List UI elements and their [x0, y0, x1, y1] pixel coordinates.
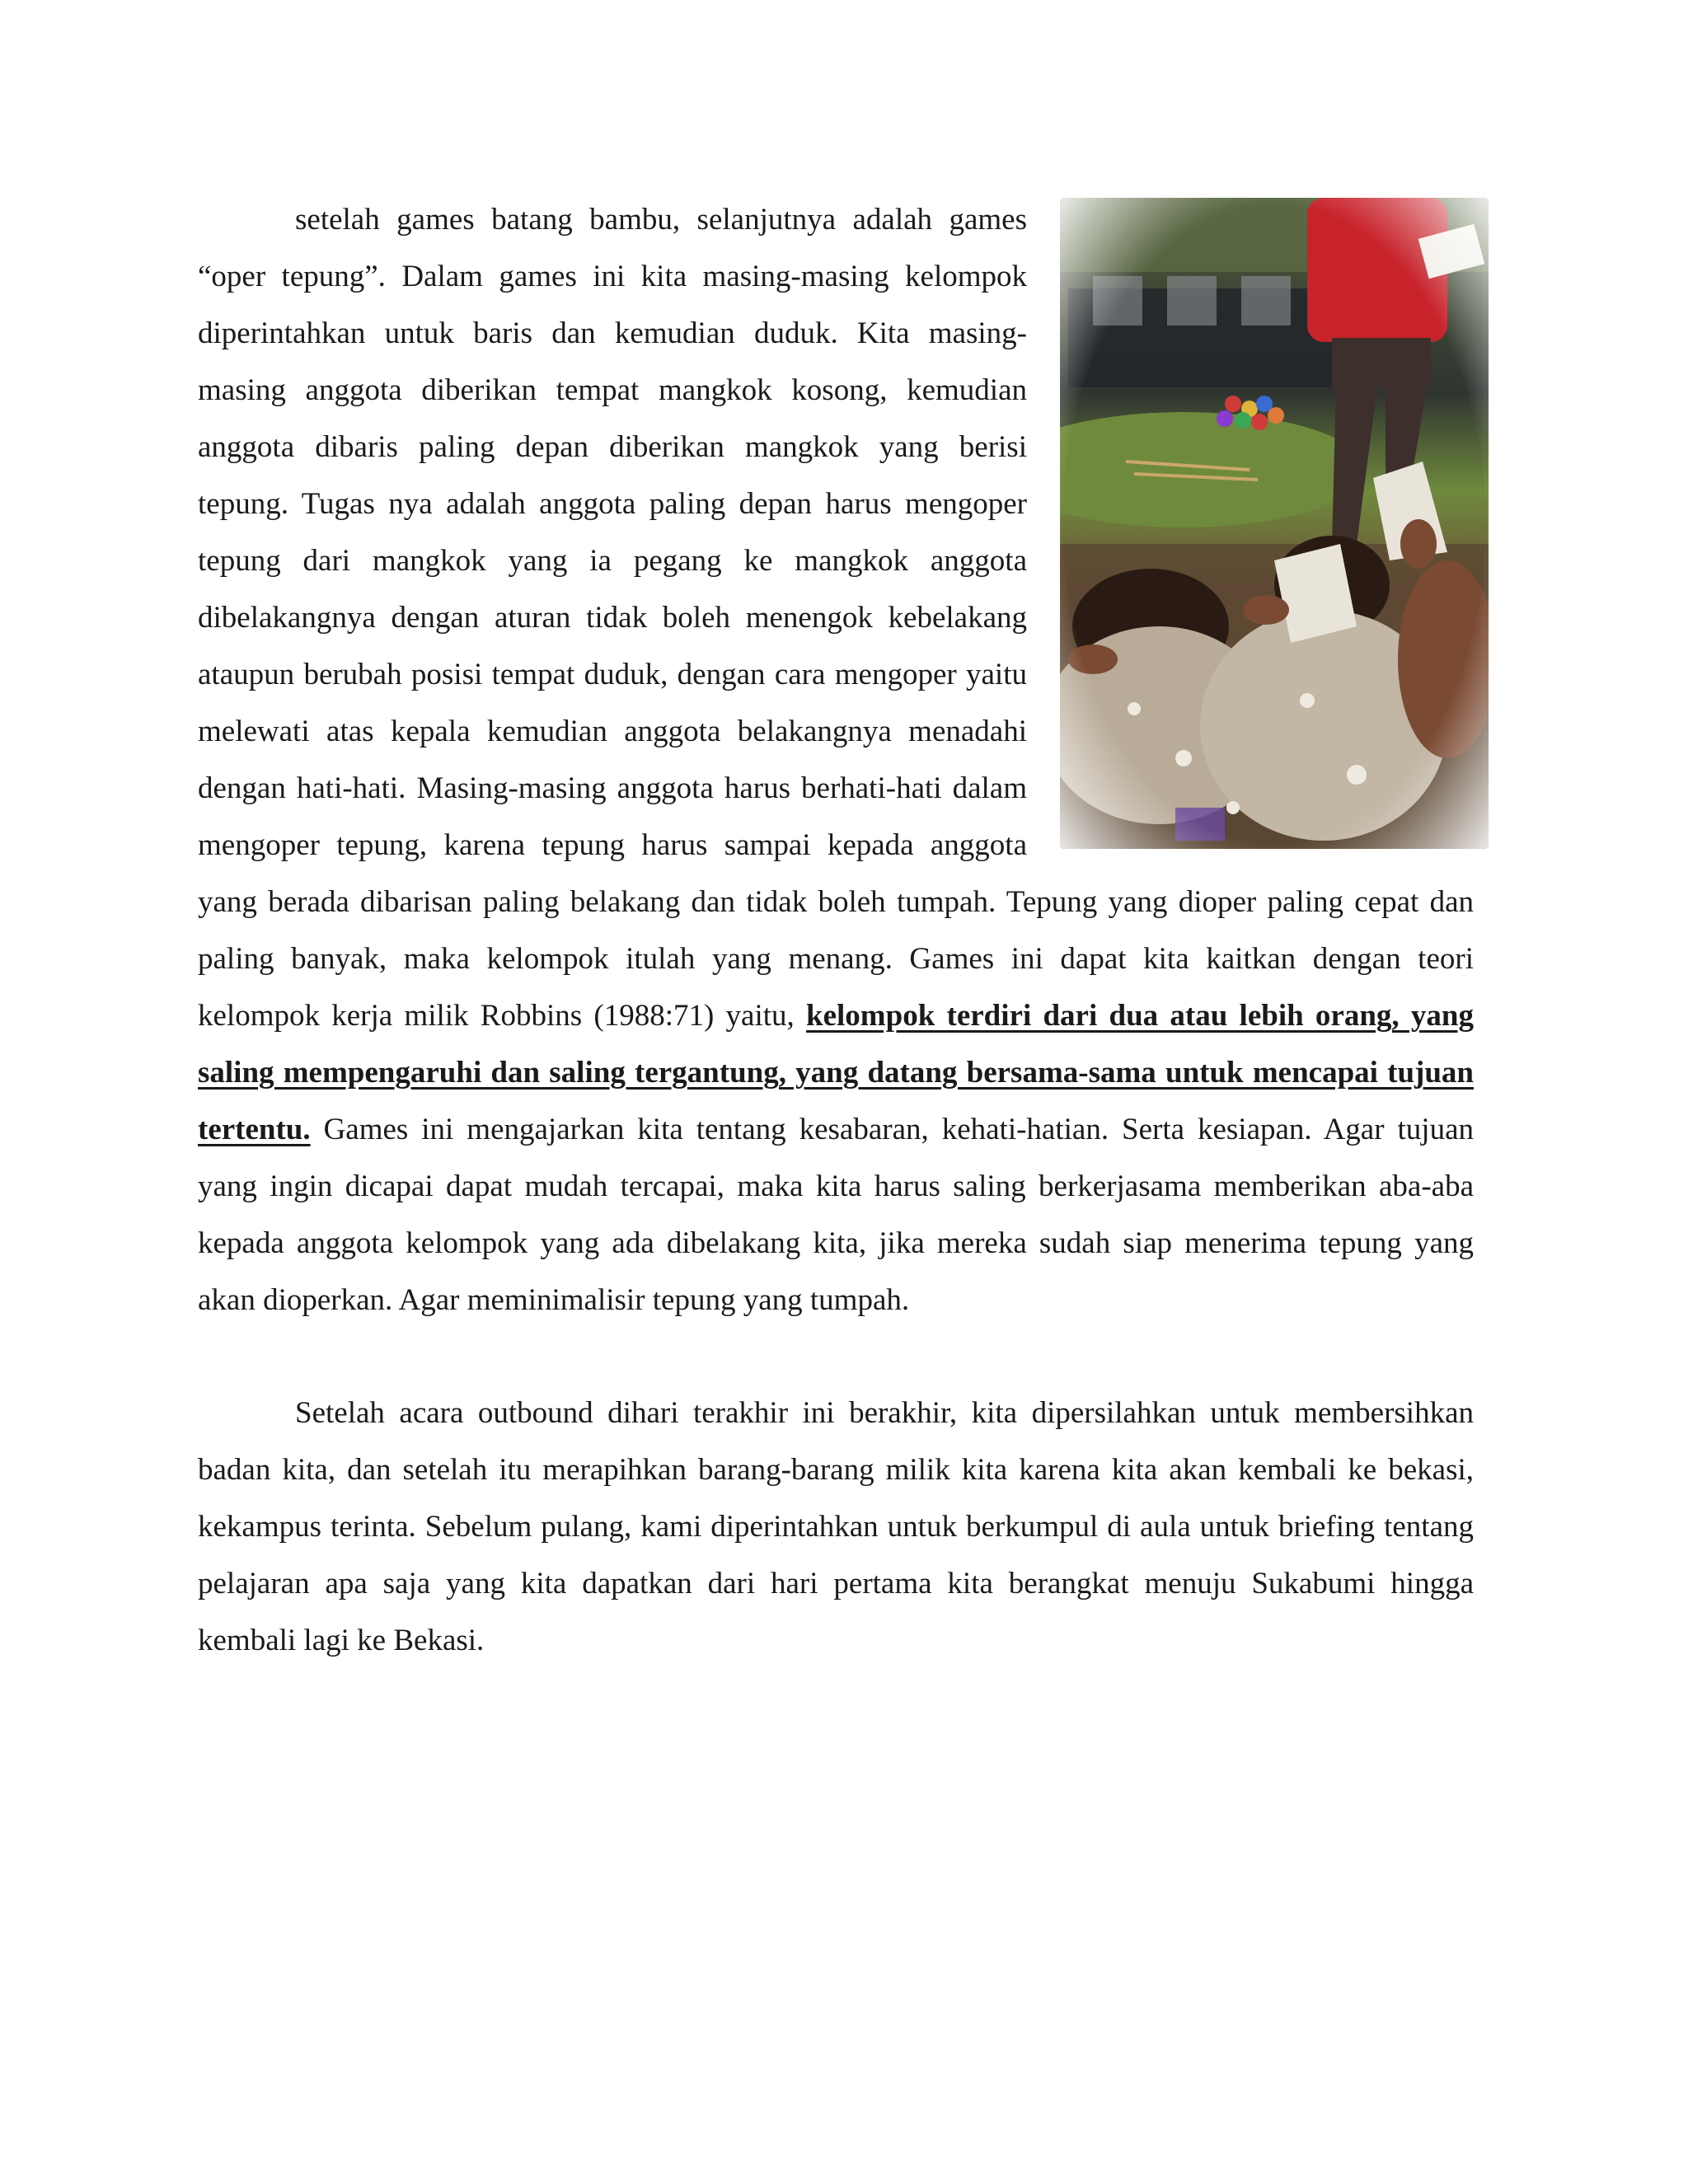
- paragraph1-text-a: setelah games batang bambu, selanjutnya adalah games “oper tepung”. Dalam games ini kita masing-masing kelompok diperintahkan untuk baris dan kemudian duduk. Kita masing-masing anggota diberikan tempat mangkok kosong, kemudian anggota dibaris paling depan diberikan mangkok yang berisi tepung. Tugas nya adalah anggota paling depan harus mengoper tepung dari mangkok yang ia pegang ke mangkok anggota dibelakangnya dengan aturan tidak boleh menengok kebelakang ataupun berubah posisi tempat duduk, dengan cara mengoper yaitu melewati atas kepala kemudian anggota belakangnya menadahi dengan hati-hati. Masing-masing anggota harus berhati-hati dalam mengoper tepung, karena tepung harus sampai kepada anggota yang berada dibarisan paling belakang dan tidak boleh tumpah. Tepung yang dioper paling cepat dan paling banyak, maka kelompok itulah yang menang. Games ini dapat kita kaitkan dengan teori kelompok kerja milik Robbins (1988:71) yaitu,: [198, 203, 1474, 1033]
- paragraph-closing: Setelah acara outbound dihari terakhir ini berakhir, kita dipersilahkan untuk membersihkan badan kita, dan setelah itu merapihkan barang-barang milik kita karena kita akan kembali ke bekasi, kekampus terinta. Sebelum pulang, kami diperintahkan untuk berkumpul di aula untuk briefing tentang pelajaran apa saja yang kita dapatkan dari hari pertama kita berangkat menuju Sukabumi hingga kembali lagi ke Bekasi.: [198, 1396, 1474, 1657]
- paragraph-gap: [198, 1329, 1474, 1385]
- outbound-photo: [1060, 198, 1489, 849]
- document-body: [198, 191, 1474, 1669]
- flour-game-illustration: [1060, 198, 1489, 849]
- paragraph1-text-b: Games ini mengajarkan kita tentang kesabaran, kehati-hatian. Serta kesiapan. Agar tujuan yang ingin dicapai dapat mudah tercapai, maka kita harus saling berkerjasama memberikan aba-aba kepada anggota kelompok yang ada dibelakang kita, jika mereka sudah siap menerima tepung yang akan dioperkan. Agar meminimalisir tepung yang tumpah.: [198, 1113, 1474, 1317]
- robbins-definition: kelompok terdiri dari dua atau lebih orang, yang saling mempengaruhi dan saling tergantung, yang datang bersama-sama untuk mencapai tujuan tertentu.: [198, 999, 1474, 1146]
